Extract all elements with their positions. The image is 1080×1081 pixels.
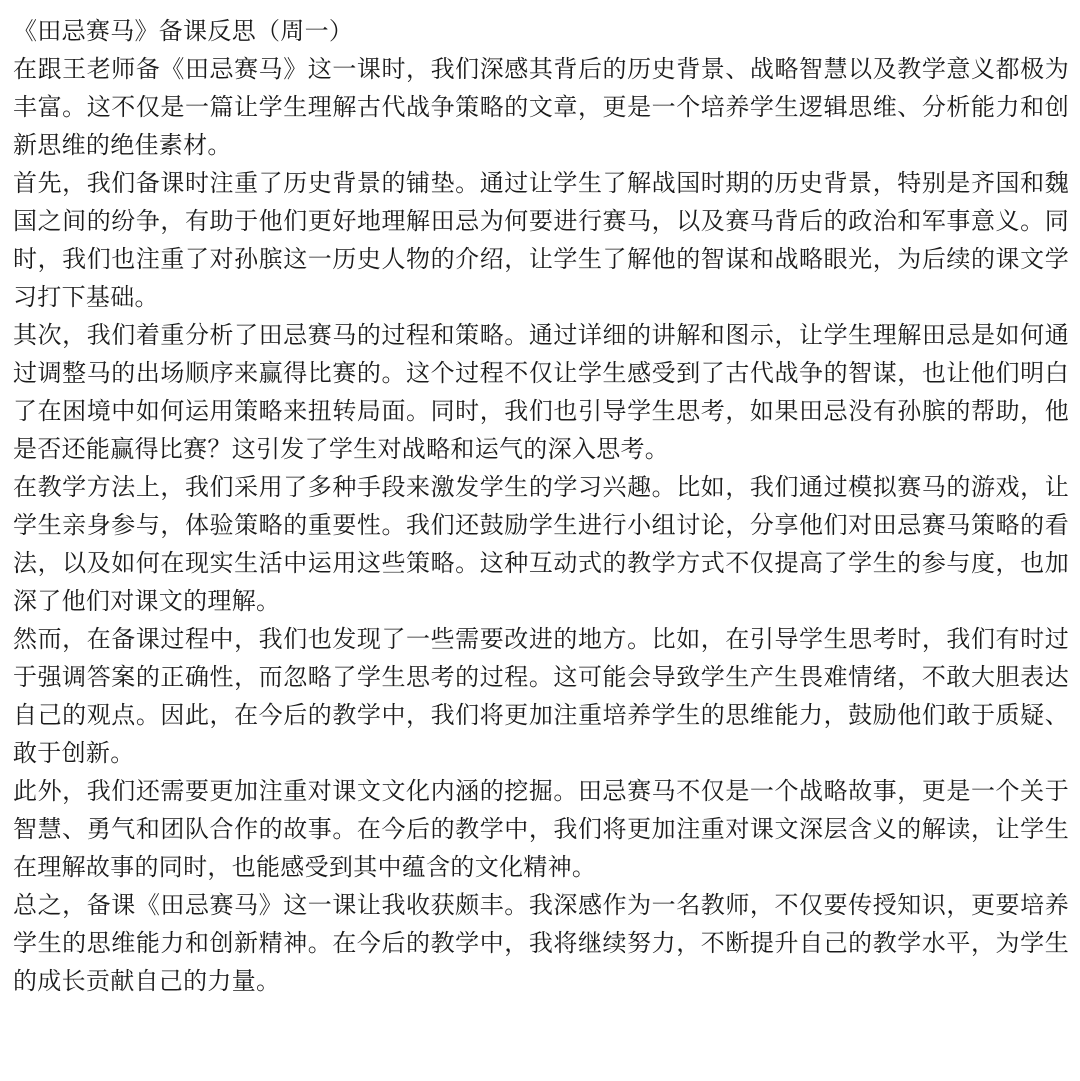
paragraph-history-background: 首先，我们备课时注重了历史背景的铺垫。通过让学生了解战国时期的历史背景，特别是齐国和魏国之间的纷争，有助于他们更好地理解田忌为何要进行赛马，以及赛马背后的政治和军事意义。同时，我们也注重了对孙膑这一历史人物的介绍，让学生了解他的智谋和战略眼光，为后续的课文学习打下基础。 — [13, 169, 1069, 311]
paragraph-intro: 在跟王老师备《田忌赛马》这一课时，我们深感其背后的历史背景、战略智慧以及教学意义都极为丰富。这不仅是一篇让学生理解古代战争策略的文章，更是一个培养学生逻辑思维、分析能力和创新思维的绝佳素材。 — [13, 55, 1069, 159]
paragraph-cultural-meaning: 此外，我们还需要更加注重对课文文化内涵的挖掘。田忌赛马不仅是一个战略故事，更是一个关于智慧、勇气和团队合作的故事。在今后的教学中，我们将更加注重对课文深层含义的解读，让学生在理解故事的同时，也能感受到其中蕴含的文化精神。 — [13, 777, 1069, 881]
document-title: 《田忌赛马》备课反思（周一） — [13, 17, 354, 45]
paragraph-strategy-analysis: 其次，我们着重分析了田忌赛马的过程和策略。通过详细的讲解和图示，让学生理解田忌是如何通过调整马的出场顺序来赢得比赛的。这个过程不仅让学生感受到了古代战争的智谋，也让他们明白了在困境中如何运用策略来扭转局面。同时，我们也引导学生思考，如果田忌没有孙膑的帮助，他是否还能赢得比赛？这引发了学生对战略和运气的深入思考。 — [13, 321, 1069, 463]
paragraph-improvements: 然而，在备课过程中，我们也发现了一些需要改进的地方。比如，在引导学生思考时，我们有时过于强调答案的正确性，而忽略了学生思考的过程。这可能会导致学生产生畏难情绪，不敢大胆表达自己的观点。因此，在今后的教学中，我们将更加注重培养学生的思维能力，鼓励他们敢于质疑、敢于创新。 — [13, 625, 1069, 767]
paragraph-teaching-methods: 在教学方法上，我们采用了多种手段来激发学生的学习兴趣。比如，我们通过模拟赛马的游戏，让学生亲身参与，体验策略的重要性。我们还鼓励学生进行小组讨论，分享他们对田忌赛马策略的看法，以及如何在现实生活中运用这些策略。这种互动式的教学方式不仅提高了学生的参与度，也加深了他们对课文的理解。 — [13, 473, 1069, 615]
paragraph-conclusion: 总之，备课《田忌赛马》这一课让我收获颇丰。我深感作为一名教师，不仅要传授知识，更要培养学生的思维能力和创新精神。在今后的教学中，我将继续努力，不断提升自己的教学水平，为学生的成长贡献自己的力量。 — [13, 891, 1069, 995]
document-body — [13, 12, 1069, 1000]
